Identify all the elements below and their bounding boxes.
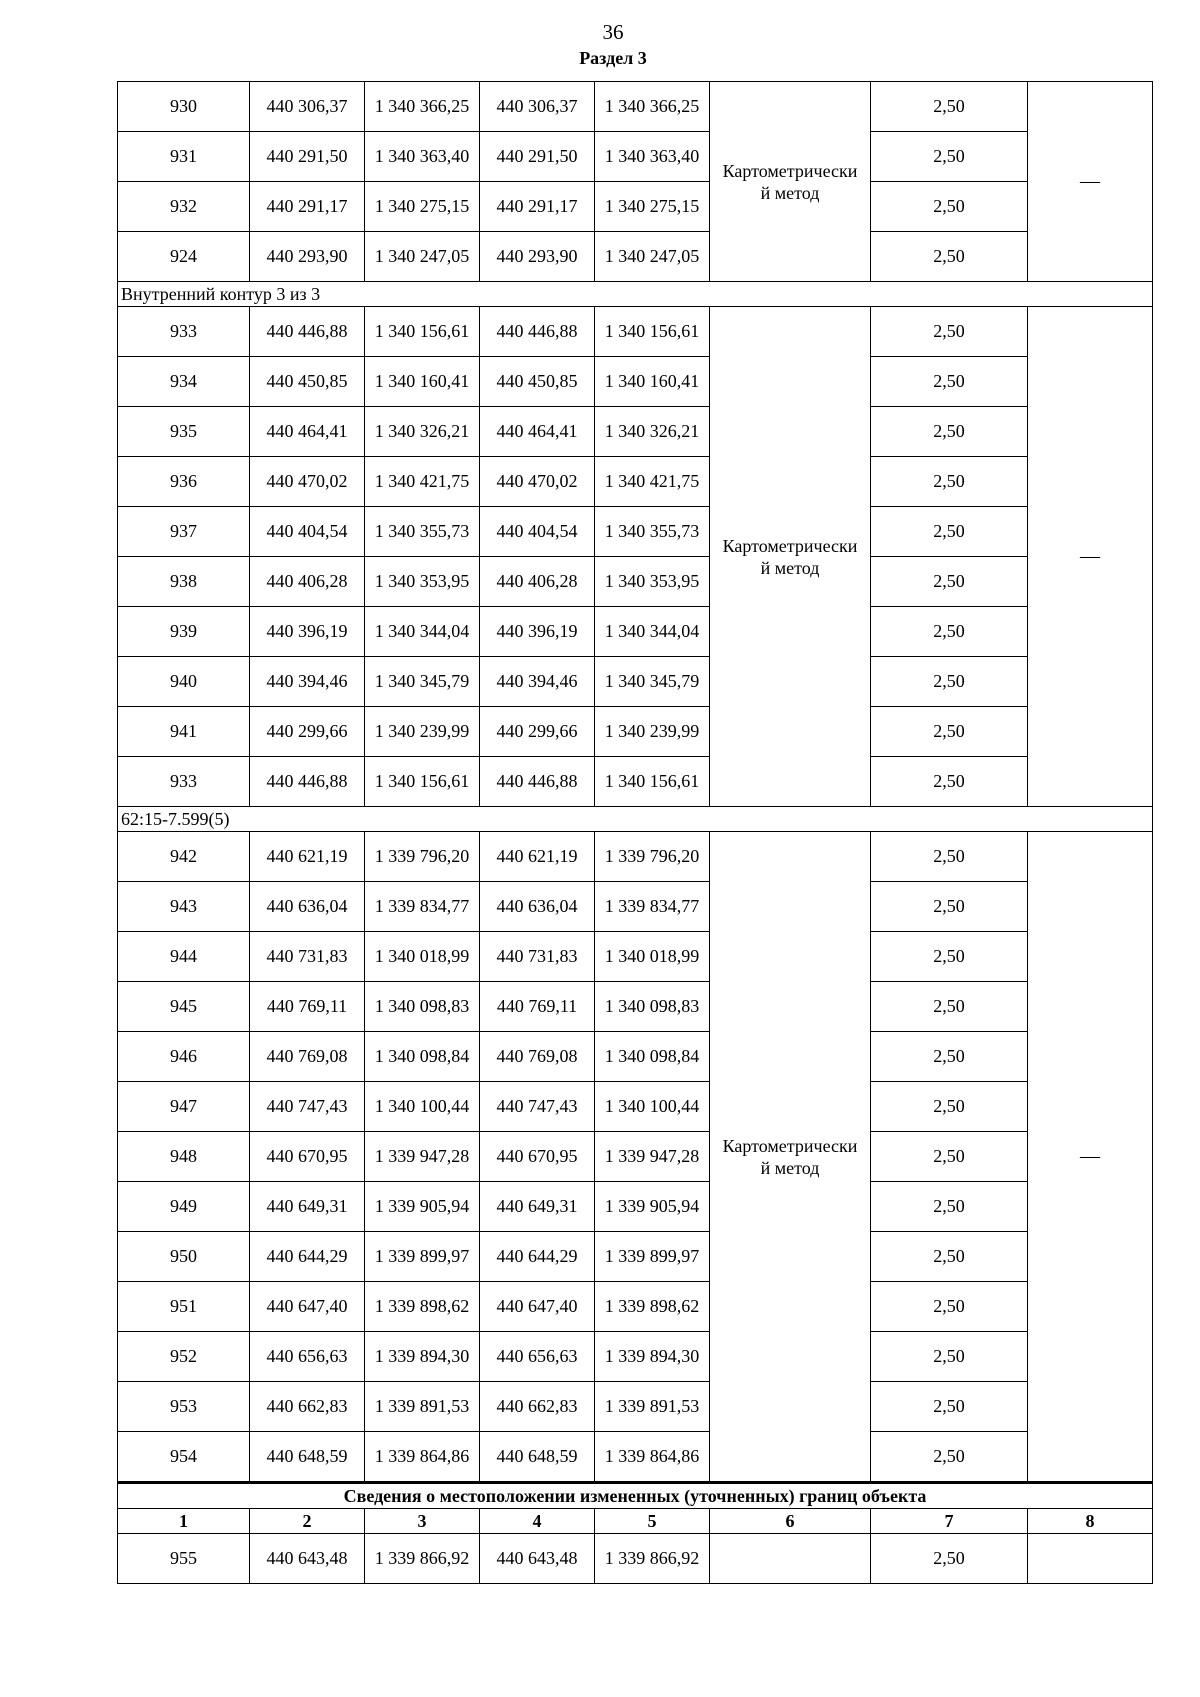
accuracy-cell: 2,50 xyxy=(871,507,1028,557)
x-new-cell: 440 291,50 xyxy=(480,132,595,182)
x-new-cell: 440 470,02 xyxy=(480,457,595,507)
x-existing-cell: 440 656,63 xyxy=(250,1332,365,1382)
x-existing-cell: 440 621,19 xyxy=(250,832,365,882)
method-text: й метод xyxy=(760,1157,820,1178)
x-new-cell: 440 394,46 xyxy=(480,657,595,707)
contour-label: Внутренний контур 3 из 3 xyxy=(118,282,1153,307)
x-existing-cell: 440 291,50 xyxy=(250,132,365,182)
x-new-cell: 440 291,17 xyxy=(480,182,595,232)
x-existing-cell: 440 731,83 xyxy=(250,932,365,982)
accuracy-cell: 2,50 xyxy=(871,1082,1028,1132)
method-cell xyxy=(710,832,871,1483)
accuracy-cell: 2,50 xyxy=(871,1132,1028,1182)
x-existing-cell: 440 446,88 xyxy=(250,307,365,357)
y-existing-cell: 1 339 894,30 xyxy=(365,1332,480,1382)
x-new-cell: 440 464,41 xyxy=(480,407,595,457)
table-row xyxy=(118,982,1153,1032)
accuracy-cell: 2,50 xyxy=(871,1232,1028,1282)
x-existing-cell: 440 769,11 xyxy=(250,982,365,1032)
y-new-cell: 1 340 344,04 xyxy=(595,607,710,657)
accuracy-cell: 2,50 xyxy=(871,882,1028,932)
y-new-cell: 1 340 345,79 xyxy=(595,657,710,707)
y-new-cell: 1 340 239,99 xyxy=(595,707,710,757)
x-existing-cell: 440 470,02 xyxy=(250,457,365,507)
point-number-cell: 935 xyxy=(118,407,250,457)
point-number-cell: 937 xyxy=(118,507,250,557)
changed-cell xyxy=(710,1534,871,1584)
table-row xyxy=(118,1382,1153,1432)
point-number-cell: 939 xyxy=(118,607,250,657)
changed-cell: 1 339 866,92 xyxy=(365,1534,480,1584)
x-new-cell: 440 656,63 xyxy=(480,1332,595,1382)
y-existing-cell: 1 340 018,99 xyxy=(365,932,480,982)
x-existing-cell: 440 306,37 xyxy=(250,82,365,132)
x-new-cell: 440 644,29 xyxy=(480,1232,595,1282)
x-existing-cell: 440 648,59 xyxy=(250,1432,365,1483)
accuracy-cell: 2,50 xyxy=(871,232,1028,282)
point-number-cell: 938 xyxy=(118,557,250,607)
point-number-cell: 951 xyxy=(118,1282,250,1332)
x-existing-cell: 440 747,43 xyxy=(250,1082,365,1132)
y-existing-cell: 1 340 100,44 xyxy=(365,1082,480,1132)
x-existing-cell: 440 394,46 xyxy=(250,657,365,707)
point-number-cell: 931 xyxy=(118,132,250,182)
accuracy-cell: 2,50 xyxy=(871,182,1028,232)
accuracy-cell: 2,50 xyxy=(871,832,1028,882)
y-existing-cell: 1 340 353,95 xyxy=(365,557,480,607)
y-new-cell: 1 340 355,73 xyxy=(595,507,710,557)
method-cell xyxy=(710,307,871,807)
y-existing-cell: 1 340 366,25 xyxy=(365,82,480,132)
x-new-cell: 440 662,83 xyxy=(480,1382,595,1432)
x-new-cell: 440 404,54 xyxy=(480,507,595,557)
column-number: 6 xyxy=(710,1509,871,1534)
point-number-cell: 940 xyxy=(118,657,250,707)
table-row xyxy=(118,607,1153,657)
point-number-cell: 944 xyxy=(118,932,250,982)
table-row xyxy=(118,557,1153,607)
changed-cell: 955 xyxy=(118,1534,250,1584)
point-number-cell: 941 xyxy=(118,707,250,757)
table-row xyxy=(118,182,1153,232)
table-row xyxy=(118,1332,1153,1382)
table-row xyxy=(118,1082,1153,1132)
accuracy-cell: 2,50 xyxy=(871,307,1028,357)
description-cell: — xyxy=(1028,832,1153,1483)
changed-section-header-row xyxy=(118,1483,1153,1509)
x-new-cell: 440 446,88 xyxy=(480,757,595,807)
point-number-cell: 949 xyxy=(118,1182,250,1232)
table-row xyxy=(118,1282,1153,1332)
x-new-cell: 440 396,19 xyxy=(480,607,595,657)
y-existing-cell: 1 340 345,79 xyxy=(365,657,480,707)
y-existing-cell: 1 340 344,04 xyxy=(365,607,480,657)
x-new-cell: 440 293,90 xyxy=(480,232,595,282)
y-existing-cell: 1 340 275,15 xyxy=(365,182,480,232)
y-new-cell: 1 339 947,28 xyxy=(595,1132,710,1182)
x-existing-cell: 440 649,31 xyxy=(250,1182,365,1232)
y-existing-cell: 1 340 421,75 xyxy=(365,457,480,507)
x-new-cell: 440 306,37 xyxy=(480,82,595,132)
table-row xyxy=(118,707,1153,757)
y-new-cell: 1 339 899,97 xyxy=(595,1232,710,1282)
y-existing-cell: 1 340 098,83 xyxy=(365,982,480,1032)
method-text: й метод xyxy=(760,182,820,203)
section-title: Раздел 3 xyxy=(579,48,647,68)
table-row xyxy=(118,1182,1153,1232)
accuracy-cell: 2,50 xyxy=(871,607,1028,657)
method-text: Картометрически xyxy=(722,160,858,181)
y-existing-cell: 1 340 156,61 xyxy=(365,307,480,357)
column-number: 7 xyxy=(871,1509,1028,1534)
point-number-cell: 942 xyxy=(118,832,250,882)
x-existing-cell: 440 293,90 xyxy=(250,232,365,282)
x-new-cell: 440 747,43 xyxy=(480,1082,595,1132)
description-cell: — xyxy=(1028,307,1153,807)
x-existing-cell: 440 291,17 xyxy=(250,182,365,232)
column-number: 1 xyxy=(118,1509,250,1534)
point-number-cell: 952 xyxy=(118,1332,250,1382)
method-cell xyxy=(710,82,871,282)
y-existing-cell: 1 340 156,61 xyxy=(365,757,480,807)
table-row xyxy=(118,507,1153,557)
y-new-cell: 1 340 275,15 xyxy=(595,182,710,232)
accuracy-cell: 2,50 xyxy=(871,357,1028,407)
table-row xyxy=(118,1232,1153,1282)
page-number: 36 xyxy=(602,20,624,44)
y-existing-cell: 1 340 355,73 xyxy=(365,507,480,557)
accuracy-cell: 2,50 xyxy=(871,1382,1028,1432)
x-existing-cell: 440 406,28 xyxy=(250,557,365,607)
x-new-cell: 440 731,83 xyxy=(480,932,595,982)
x-existing-cell: 440 450,85 xyxy=(250,357,365,407)
y-existing-cell: 1 340 247,05 xyxy=(365,232,480,282)
x-new-cell: 440 299,66 xyxy=(480,707,595,757)
y-new-cell: 1 340 156,61 xyxy=(595,307,710,357)
table-row xyxy=(118,832,1153,882)
x-new-cell: 440 647,40 xyxy=(480,1282,595,1332)
y-new-cell: 1 340 366,25 xyxy=(595,82,710,132)
y-existing-cell: 1 339 796,20 xyxy=(365,832,480,882)
y-new-cell: 1 340 160,41 xyxy=(595,357,710,407)
accuracy-cell: 2,50 xyxy=(871,1332,1028,1382)
point-number-cell: 946 xyxy=(118,1032,250,1082)
column-number: 3 xyxy=(365,1509,480,1534)
y-existing-cell: 1 339 864,86 xyxy=(365,1432,480,1483)
x-new-cell: 440 648,59 xyxy=(480,1432,595,1483)
column-number: 8 xyxy=(1028,1509,1153,1534)
table-row xyxy=(118,357,1153,407)
point-number-cell: 934 xyxy=(118,357,250,407)
accuracy-cell: 2,50 xyxy=(871,557,1028,607)
y-existing-cell: 1 339 898,62 xyxy=(365,1282,480,1332)
point-number-cell: 930 xyxy=(118,82,250,132)
y-new-cell: 1 339 894,30 xyxy=(595,1332,710,1382)
point-number-cell: 936 xyxy=(118,457,250,507)
method-text: Картометрически xyxy=(722,1135,858,1156)
y-new-cell: 1 339 898,62 xyxy=(595,1282,710,1332)
accuracy-cell: 2,50 xyxy=(871,82,1028,132)
column-number: 2 xyxy=(250,1509,365,1534)
point-number-cell: 953 xyxy=(118,1382,250,1432)
table-row xyxy=(118,657,1153,707)
contour-label-row xyxy=(118,807,1153,832)
y-existing-cell: 1 339 891,53 xyxy=(365,1382,480,1432)
point-number-cell: 948 xyxy=(118,1132,250,1182)
x-existing-cell: 440 647,40 xyxy=(250,1282,365,1332)
point-number-cell: 924 xyxy=(118,232,250,282)
coordinates-table xyxy=(117,81,1153,1584)
column-number-row xyxy=(118,1509,1153,1534)
table-row xyxy=(118,407,1153,457)
changed-section-title: Сведения о местоположении измененных (уточненных) границ объекта xyxy=(118,1483,1153,1509)
y-new-cell: 1 340 100,44 xyxy=(595,1082,710,1132)
table-row xyxy=(118,232,1153,282)
x-new-cell: 440 649,31 xyxy=(480,1182,595,1232)
accuracy-cell: 2,50 xyxy=(871,1282,1028,1332)
y-new-cell: 1 340 421,75 xyxy=(595,457,710,507)
accuracy-cell: 2,50 xyxy=(871,757,1028,807)
contour-label: 62:15-7.599(5) xyxy=(118,807,1153,832)
x-new-cell: 440 446,88 xyxy=(480,307,595,357)
table-row xyxy=(118,132,1153,182)
x-new-cell: 440 769,11 xyxy=(480,982,595,1032)
y-existing-cell: 1 339 899,97 xyxy=(365,1232,480,1282)
y-new-cell: 1 339 834,77 xyxy=(595,882,710,932)
x-existing-cell: 440 662,83 xyxy=(250,1382,365,1432)
y-new-cell: 1 339 796,20 xyxy=(595,832,710,882)
accuracy-cell: 2,50 xyxy=(871,707,1028,757)
changed-cell: 2,50 xyxy=(871,1534,1028,1584)
y-new-cell: 1 339 891,53 xyxy=(595,1382,710,1432)
point-number-cell: 954 xyxy=(118,1432,250,1483)
x-existing-cell: 440 670,95 xyxy=(250,1132,365,1182)
description-cell: — xyxy=(1028,82,1153,282)
y-existing-cell: 1 340 160,41 xyxy=(365,357,480,407)
table-row xyxy=(118,1032,1153,1082)
accuracy-cell: 2,50 xyxy=(871,1432,1028,1483)
point-number-cell: 943 xyxy=(118,882,250,932)
accuracy-cell: 2,50 xyxy=(871,407,1028,457)
accuracy-cell: 2,50 xyxy=(871,132,1028,182)
table-row xyxy=(118,1132,1153,1182)
point-number-cell: 945 xyxy=(118,982,250,1032)
y-existing-cell: 1 339 947,28 xyxy=(365,1132,480,1182)
y-new-cell: 1 340 098,83 xyxy=(595,982,710,1032)
x-existing-cell: 440 464,41 xyxy=(250,407,365,457)
y-existing-cell: 1 340 239,99 xyxy=(365,707,480,757)
method-text: й метод xyxy=(760,557,820,578)
changed-cell: 440 643,48 xyxy=(250,1534,365,1584)
point-number-cell: 933 xyxy=(118,757,250,807)
x-existing-cell: 440 636,04 xyxy=(250,882,365,932)
method-text: Картометрически xyxy=(722,535,858,556)
table-row xyxy=(118,932,1153,982)
column-number: 4 xyxy=(480,1509,595,1534)
y-new-cell: 1 340 247,05 xyxy=(595,232,710,282)
x-new-cell: 440 636,04 xyxy=(480,882,595,932)
y-existing-cell: 1 339 834,77 xyxy=(365,882,480,932)
contour-label-row xyxy=(118,282,1153,307)
x-existing-cell: 440 299,66 xyxy=(250,707,365,757)
x-existing-cell: 440 769,08 xyxy=(250,1032,365,1082)
x-existing-cell: 440 446,88 xyxy=(250,757,365,807)
y-existing-cell: 1 340 326,21 xyxy=(365,407,480,457)
x-existing-cell: 440 404,54 xyxy=(250,507,365,557)
x-new-cell: 440 621,19 xyxy=(480,832,595,882)
y-new-cell: 1 339 864,86 xyxy=(595,1432,710,1483)
table-row xyxy=(118,82,1153,132)
y-existing-cell: 1 340 098,84 xyxy=(365,1032,480,1082)
changed-cell: 440 643,48 xyxy=(480,1534,595,1584)
x-new-cell: 440 406,28 xyxy=(480,557,595,607)
point-number-cell: 947 xyxy=(118,1082,250,1132)
x-existing-cell: 440 644,29 xyxy=(250,1232,365,1282)
y-existing-cell: 1 340 363,40 xyxy=(365,132,480,182)
table-row xyxy=(118,882,1153,932)
table-row xyxy=(118,307,1153,357)
accuracy-cell: 2,50 xyxy=(871,457,1028,507)
accuracy-cell: 2,50 xyxy=(871,1182,1028,1232)
x-new-cell: 440 450,85 xyxy=(480,357,595,407)
y-new-cell: 1 340 326,21 xyxy=(595,407,710,457)
y-new-cell: 1 340 353,95 xyxy=(595,557,710,607)
accuracy-cell: 2,50 xyxy=(871,657,1028,707)
point-number-cell: 933 xyxy=(118,307,250,357)
table-row xyxy=(118,1432,1153,1483)
y-new-cell: 1 340 363,40 xyxy=(595,132,710,182)
table-row xyxy=(118,1534,1153,1584)
y-existing-cell: 1 339 905,94 xyxy=(365,1182,480,1232)
changed-cell xyxy=(1028,1534,1153,1584)
table-row xyxy=(118,457,1153,507)
y-new-cell: 1 340 098,84 xyxy=(595,1032,710,1082)
point-number-cell: 932 xyxy=(118,182,250,232)
x-new-cell: 440 670,95 xyxy=(480,1132,595,1182)
accuracy-cell: 2,50 xyxy=(871,932,1028,982)
x-existing-cell: 440 396,19 xyxy=(250,607,365,657)
accuracy-cell: 2,50 xyxy=(871,982,1028,1032)
point-number-cell: 950 xyxy=(118,1232,250,1282)
column-number: 5 xyxy=(595,1509,710,1534)
y-new-cell: 1 339 905,94 xyxy=(595,1182,710,1232)
accuracy-cell: 2,50 xyxy=(871,1032,1028,1082)
y-new-cell: 1 340 018,99 xyxy=(595,932,710,982)
changed-cell: 1 339 866,92 xyxy=(595,1534,710,1584)
x-new-cell: 440 769,08 xyxy=(480,1032,595,1082)
table-row xyxy=(118,757,1153,807)
y-new-cell: 1 340 156,61 xyxy=(595,757,710,807)
